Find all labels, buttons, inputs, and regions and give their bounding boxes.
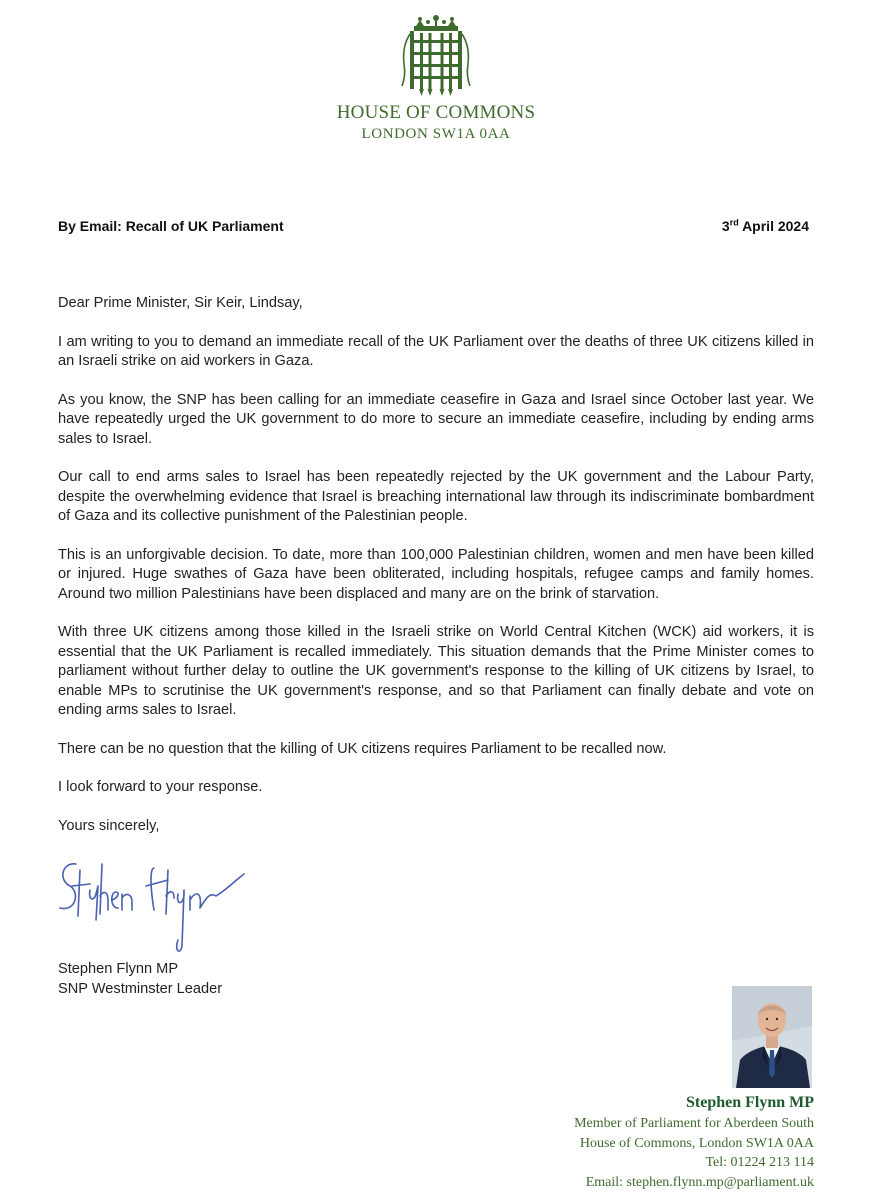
footer-telephone: Tel: 01224 213 114 — [705, 1155, 814, 1170]
greeting: Dear Prime Minister, Sir Keir, Lindsay, — [58, 295, 303, 311]
letter-body — [58, 294, 814, 855]
portcullis-icon — [400, 12, 472, 100]
institution-address: LONDON SW1A 0AA — [361, 126, 511, 142]
signer-block — [58, 960, 222, 999]
footer-email[interactable]: Email: stephen.flynn.mp@parliament.uk — [585, 1174, 814, 1190]
paragraph: I am writing to you to demand an immediate recall of the UK Parliament over the deaths of three UK citizens killed in an Israeli strike on aid workers in Gaza. — [58, 333, 814, 369]
footer-address: House of Commons, London SW1A 0AA — [579, 1135, 814, 1151]
paragraph: Our call to end arms sales to Israel has been repeatedly rejected by the UK government and the Labour Party, despite the overwhelming evidence that Israel is breaching international law through its indiscriminate bombardment of Gaza and its collective punishment of the Palestinian people. — [58, 469, 814, 524]
date-suffix: rd — [729, 217, 739, 228]
footer-constituency: Member of Parliament for Aberdeen South — [574, 1116, 814, 1131]
institution-name: HOUSE OF COMMONS — [336, 102, 536, 123]
paragraph: There can be no question that the killing of UK citizens requires Parliament to be recalled now. — [58, 740, 667, 757]
contact-footer — [574, 1092, 814, 1192]
paragraph: I look forward to your response. — [58, 779, 263, 795]
subject-line: By Email: Recall of UK Parliament — [58, 218, 284, 234]
closing: Yours sincerely, — [58, 817, 160, 834]
date-day: 3 — [721, 218, 730, 234]
paragraph: This is an unforgivable decision. To date, more than 100,000 Palestinian children, women and men have been killed or injured. Huge swathes of Gaza have been obliterated, including hospitals, refugee camps and family homes. Around two million Palestinians have been displaced and many are on the brink of starvation. — [58, 546, 814, 602]
mp-portrait-photo — [732, 986, 812, 1088]
signer-role: SNP Westminster Leader — [58, 980, 223, 997]
handwritten-signature — [50, 850, 250, 960]
paragraph: As you know, the SNP has been calling for an immediate ceasefire in Gaza and Israel since October last year. We have repeatedly urged the UK government to do more to secure an immediate ceasefire, including by ending arms sales to Israel. — [58, 391, 814, 447]
signer-name: Stephen Flynn MP — [58, 961, 179, 977]
date-rest: April 2024 — [738, 218, 809, 234]
letter-date — [722, 218, 809, 234]
paragraph: With three UK citizens among those killed in the Israeli strike on World Central Kitchen (WCK) aid workers, it is essential that the UK Parliament is recalled immediately. This situation demands that the Prime Minister comes to parliament without further delay to outline the UK government's response to the killing of UK citizens by Israel, to enable MPs to scrutinise the UK government's response, and so that Parliament can finally debate and vote on ending arms sales to Israel. — [58, 624, 814, 718]
footer-name: Stephen Flynn MP — [685, 1094, 814, 1111]
